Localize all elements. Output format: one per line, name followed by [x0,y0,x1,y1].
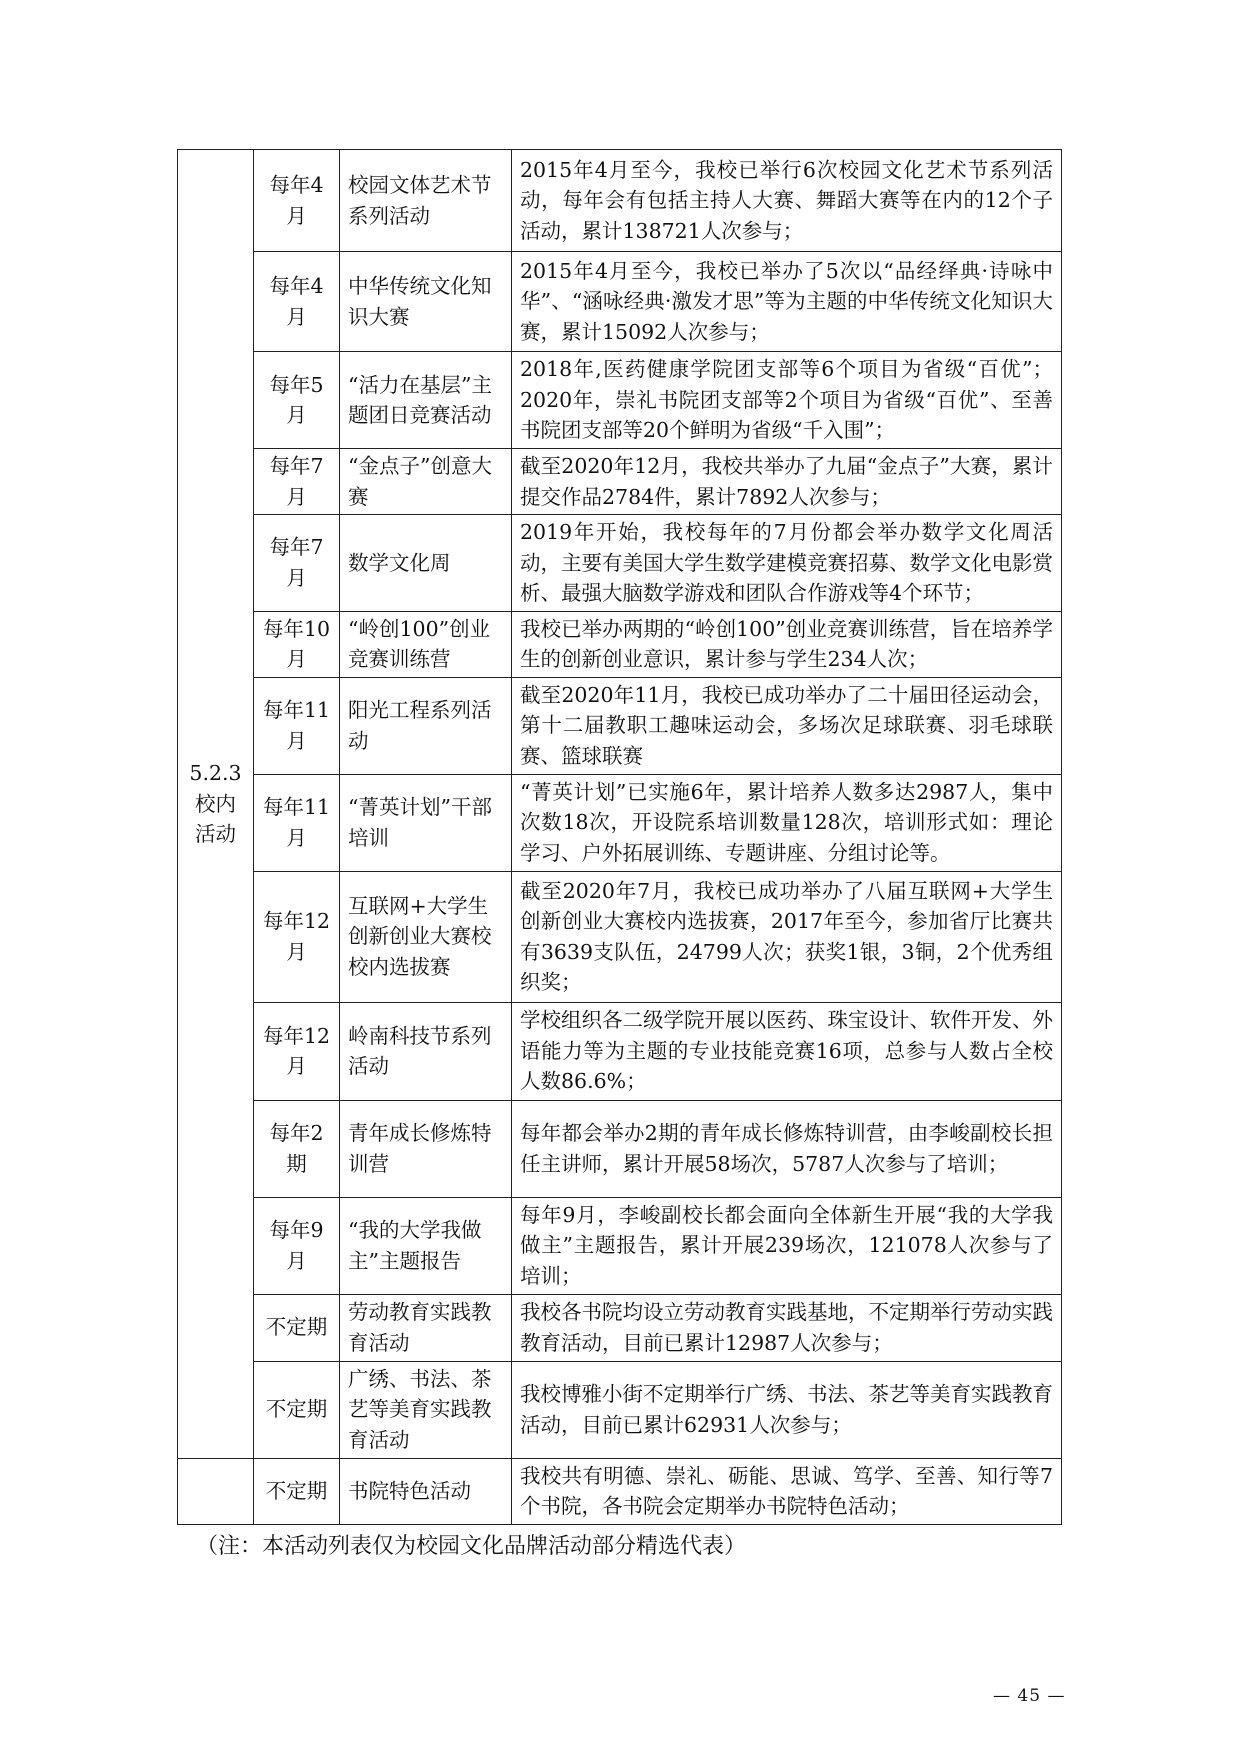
activity-name-cell: 岭南科技节系列活动 [340,1002,512,1100]
time-cell: 每年2期 [254,1100,340,1197]
table-row [178,611,1062,677]
table-row [178,871,1062,1002]
table-row [178,1100,1062,1197]
table-row [178,1197,1062,1294]
page-number: — 45 — [993,1686,1066,1706]
time-cell: 每年11月 [254,677,340,774]
activity-name-cell: “我的大学我做主”主题报告 [340,1197,512,1294]
table-row [178,252,1062,352]
activity-desc-cell: “菁英计划”已实施6年，累计培养人数多达2987人，集中次数18次，开设院系培训数量128次，培训形式如：理论学习、户外拓展训练、专题讲座、分组讨论等。 [512,774,1062,871]
table-row [178,677,1062,774]
time-cell: 不定期 [254,1458,340,1524]
activity-desc-cell: 截至2020年12月，我校共举办了九届“金点子”大赛，累计提交作品2784件，累计7892人次参与； [512,449,1062,515]
activity-desc-cell: 2015年4月至今，我校已举办了5次以“品经绎典·诗咏中华”、“涵咏经典·激发才思”等为主题的中华传统文化知识大赛，累计15092人次参与； [512,252,1062,352]
activity-name-cell: 互联网+大学生创新创业大赛校校内选拔赛 [340,871,512,1002]
time-cell: 每年7月 [254,515,340,612]
activity-desc-cell: 截至2020年7月，我校已成功举办了八届互联网+大学生创新创业大赛校内选拔赛，2017年至今，参加省厅比赛共有3639支队伍，24799人次；获奖1银，3铜，2个优秀组织奖； [512,871,1062,1002]
empty-section-cell [178,1458,254,1524]
activity-desc-cell: 我校已举办两期的“岭创100”创业竞赛训练营，旨在培养学生的创新创业意识，累计参与学生234人次； [512,611,1062,677]
time-cell: 不定期 [254,1294,340,1361]
time-cell: 每年9月 [254,1197,340,1294]
activity-desc-cell: 每年都会举办2期的青年成长修炼特训营，由李峻副校长担任主讲师，累计开展58场次，5787人次参与了培训； [512,1100,1062,1197]
table-row [178,774,1062,871]
table-row [178,150,1062,252]
activity-name-cell: “活力在基层”主题团日竞赛活动 [340,352,512,449]
time-cell: 每年4月 [254,150,340,252]
time-cell: 每年12月 [254,871,340,1002]
activity-name-cell: 阳光工程系列活动 [340,677,512,774]
time-cell: 每年11月 [254,774,340,871]
table-note: （注：本活动列表仅为校园文化品牌活动部分精选代表） [196,1534,747,1559]
section-cell [178,150,254,1459]
table-row [178,352,1062,449]
activity-name-cell: 广绣、书法、茶艺等美育实践教育活动 [340,1361,512,1458]
activity-desc-cell: 2019年开始，我校每年的7月份都会举办数学文化周活动，主要有美国大学生数学建模竞赛招募、数学文化电影赏析、最强大脑数学游戏和团队合作游戏等4个环节； [512,515,1062,612]
time-cell: 每年4月 [254,252,340,352]
activity-desc-cell: 2018年,医药健康学院团支部等6个项目为省级“百优”；2020年，崇礼书院团支部等2个项目为省级“百优”、至善书院团支部等20个鲜明为省级“千入围”； [512,352,1062,449]
activity-desc-cell: 我校各书院均设立劳动教育实践基地，不定期举行劳动实践教育活动，目前已累计12987人次参与； [512,1294,1062,1361]
time-cell: 每年12月 [254,1002,340,1100]
time-cell: 不定期 [254,1361,340,1458]
activity-desc-cell: 2015年4月至今，我校已举行6次校园文化艺术节系列活动，每年会有包括主持人大赛、舞蹈大赛等在内的12个子活动，累计138721人次参与； [512,150,1062,252]
activity-name-cell: “金点子”创意大赛 [340,449,512,515]
table-row [178,449,1062,515]
table-row [178,1002,1062,1100]
activity-name-cell: 数学文化周 [340,515,512,612]
activity-name-cell: 中华传统文化知识大赛 [340,252,512,352]
activity-name-cell: 书院特色活动 [340,1458,512,1524]
activity-desc-cell: 每年9月，李峻副校长都会面向全体新生开展“我的大学我做主”主题报告，累计开展239场次，121078人次参与了培训； [512,1197,1062,1294]
time-cell: 每年5月 [254,352,340,449]
table-row [178,1361,1062,1458]
activity-desc-cell: 截至2020年11月，我校已成功举办了二十届田径运动会，第十二届教职工趣味运动会，多场次足球联赛、羽毛球联赛、篮球联赛 [512,677,1062,774]
activity-name-cell: “岭创100”创业竞赛训练营 [340,611,512,677]
time-cell: 每年10月 [254,611,340,677]
section-code: 5.2.3 [189,761,242,785]
activity-desc-cell: 我校博雅小街不定期举行广绣、书法、茶艺等美育实践教育活动，目前已累计62931人次参与； [512,1361,1062,1458]
activity-desc-cell: 学校组织各二级学院开展以医药、珠宝设计、软件开发、外语能力等为主题的专业技能竞赛16项，总参与人数占全校人数86.6%； [512,1002,1062,1100]
activity-name-cell: 青年成长修炼特训营 [340,1100,512,1197]
activity-table [177,149,1062,1525]
activity-name-cell: 劳动教育实践教育活动 [340,1294,512,1361]
time-cell: 每年7月 [254,449,340,515]
table-row [178,1294,1062,1361]
table-row [178,1458,1062,1524]
activity-desc-cell: 我校共有明德、崇礼、砺能、思诚、笃学、至善、知行等7个书院，各书院会定期举办书院特色活动； [512,1458,1062,1524]
table-row [178,515,1062,612]
activity-name-cell: 校园文体艺术节系列活动 [340,150,512,252]
activity-name-cell: “菁英计划”干部培训 [340,774,512,871]
section-label: 校内活动 [195,791,236,846]
